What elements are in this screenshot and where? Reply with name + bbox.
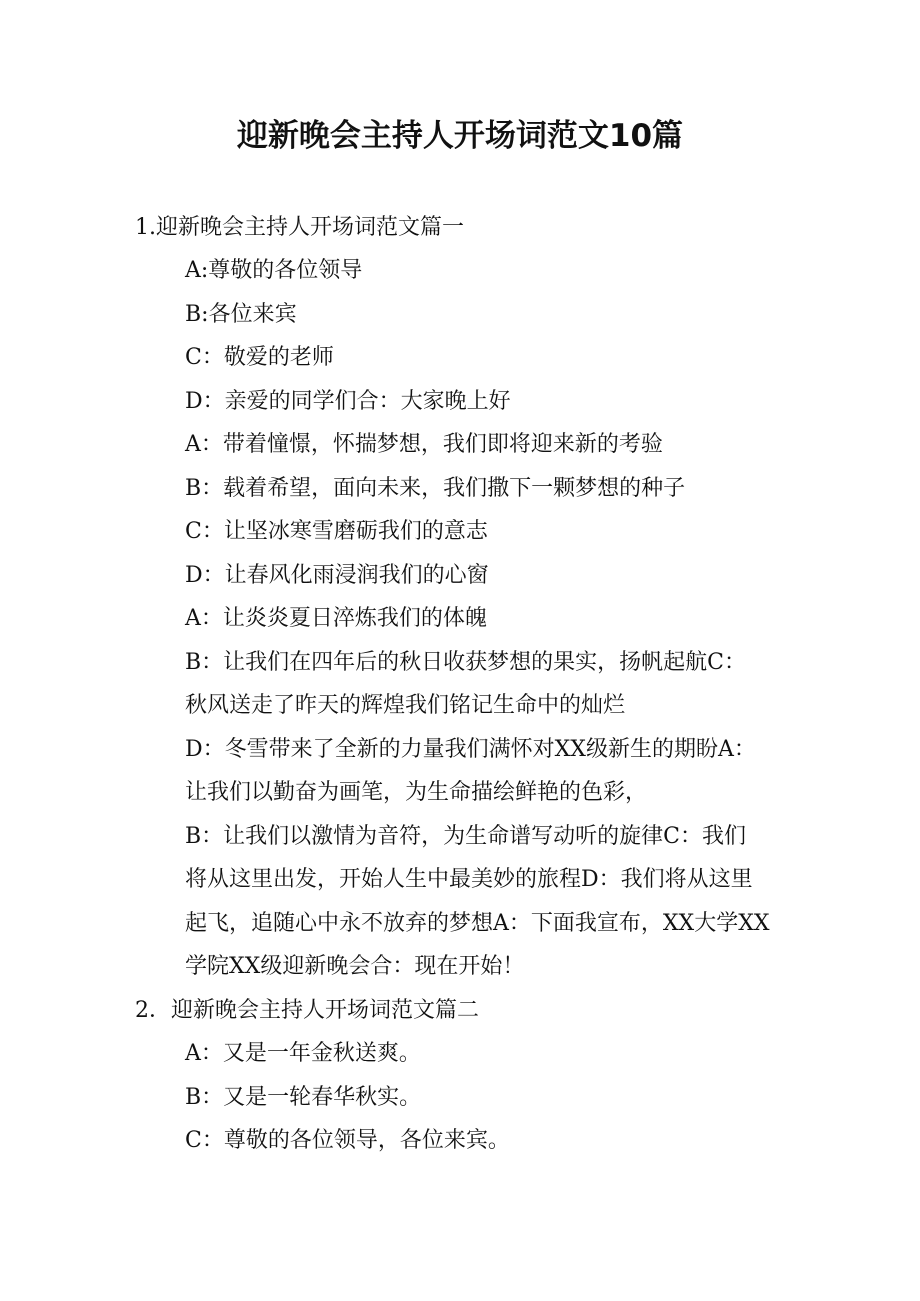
- paragraph-line: B：让我们在四年后的秋日收获梦想的果实，扬帆起航C：: [185, 650, 747, 675]
- paragraph-line: A：又是一年金秋送爽。: [185, 1041, 421, 1066]
- paragraph-line: A：带着憧憬，怀揣梦想，我们即将迎来新的考验: [185, 432, 663, 457]
- paragraph-line: A:尊敬的各位领导: [185, 258, 363, 283]
- paragraph-line: 将从这里出发，开始人生中最美妙的旅程D：我们将从这里: [185, 867, 753, 892]
- paragraph-line: C：敬爱的老师: [185, 345, 334, 370]
- section-heading-2: 2．迎新晚会主持人开场词范文篇二: [135, 998, 479, 1023]
- paragraph-line: B:各位来宾: [185, 302, 297, 327]
- paragraph-line: B：载着希望，面向未来，我们撒下一颗梦想的种子: [185, 476, 686, 501]
- paragraph-line: 学院XX级迎新晚会合：现在开始！: [185, 954, 525, 979]
- paragraph-line: C：尊敬的各位领导，各位来宾。: [185, 1128, 510, 1153]
- paragraph-line: C：让坚冰寒雪磨砺我们的意志: [185, 519, 488, 544]
- paragraph-line: B：让我们以激情为音符，为生命谱写动听的旋律C：我们: [185, 824, 747, 849]
- paragraph-line: 让我们以勤奋为画笔，为生命描绘鲜艳的色彩，: [185, 780, 648, 805]
- section-heading-1: 1.迎新晚会主持人开场词范文篇一: [135, 215, 464, 240]
- paragraph-line: A：让炎炎夏日淬炼我们的体魄: [185, 606, 487, 631]
- paragraph-line: D：让春风化雨浸润我们的心窗: [185, 563, 489, 588]
- paragraph-line: D：冬雪带来了全新的力量我们满怀对XX级新生的期盼A：: [185, 737, 756, 762]
- paragraph-line: B：又是一轮春华秋实。: [185, 1085, 422, 1110]
- paragraph-line: 秋风送走了昨天的辉煌我们铭记生命中的灿烂: [185, 693, 626, 718]
- document-title: 迎新晚会主持人开场词范文10篇: [236, 118, 684, 154]
- paragraph-line: 起飞，追随心中永不放弃的梦想A：下面我宣布，XX大学XX: [185, 911, 770, 936]
- paragraph-line: D：亲爱的同学们合：大家晚上好: [185, 389, 511, 414]
